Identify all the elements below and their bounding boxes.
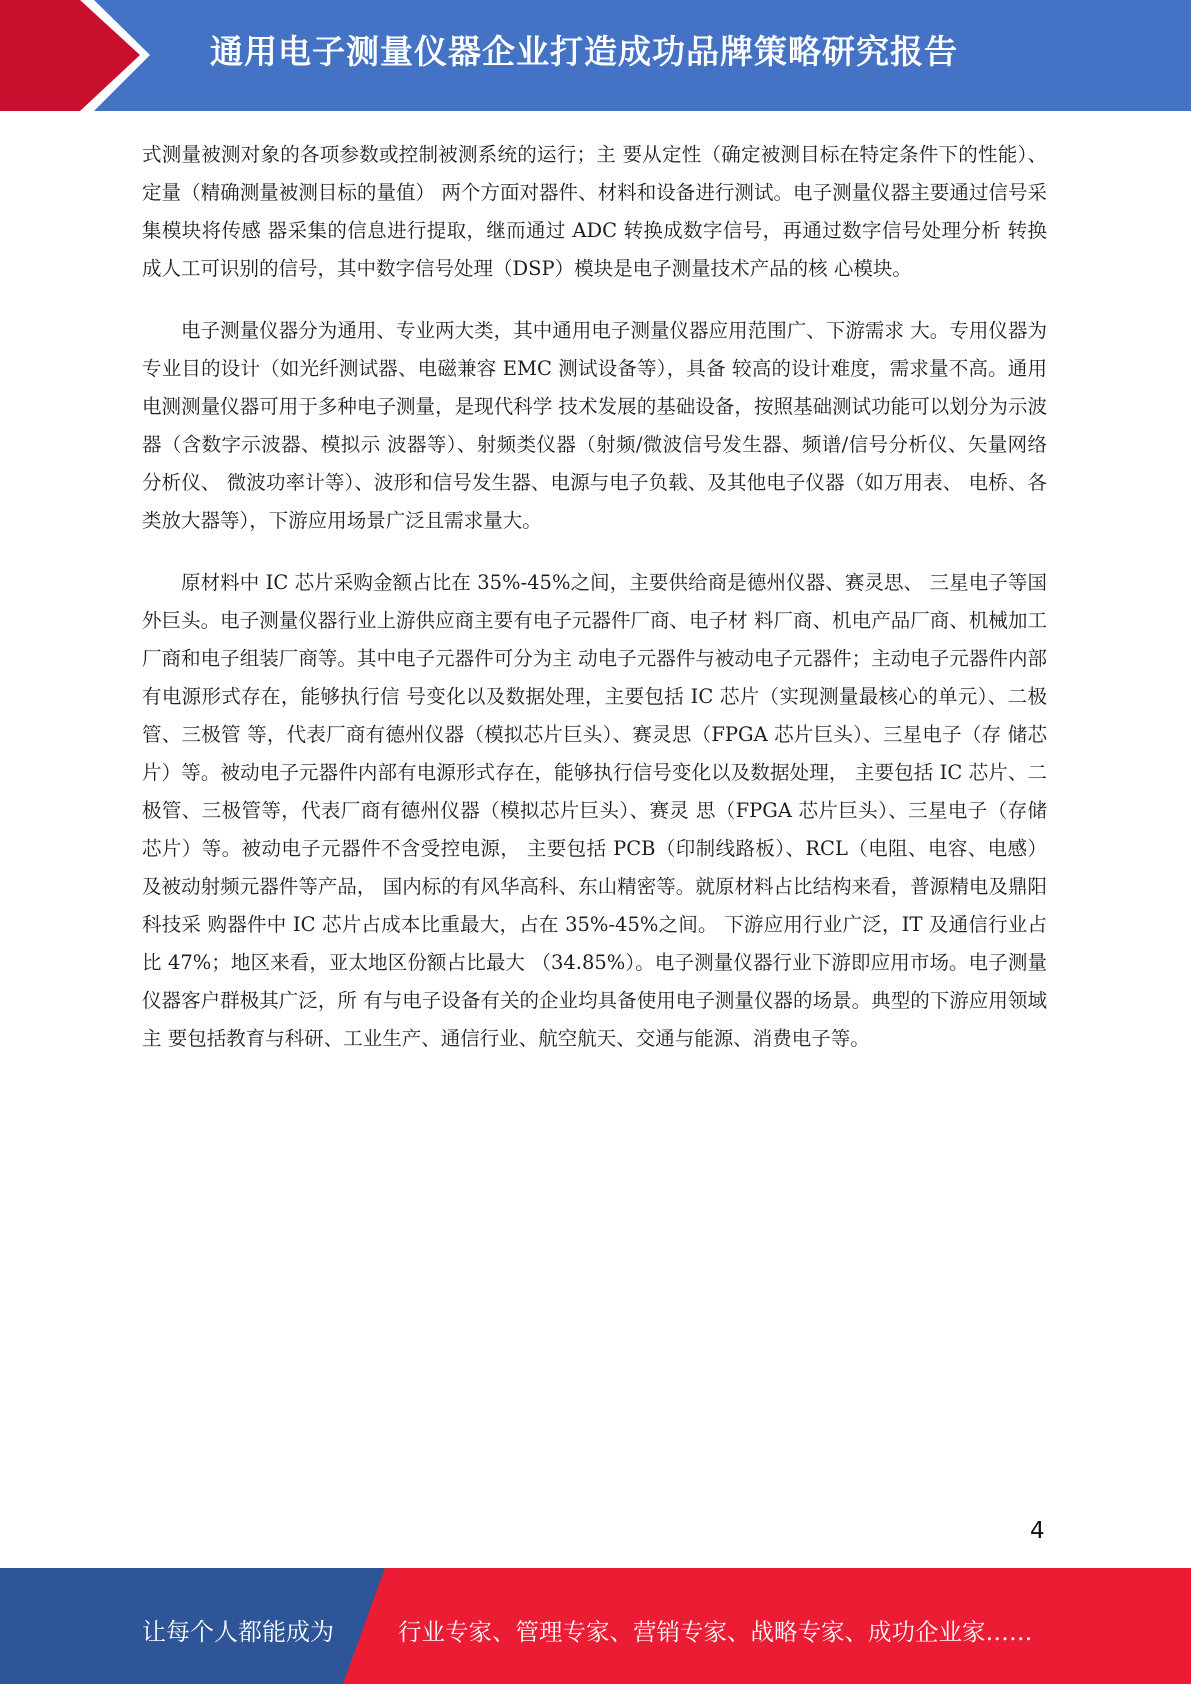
paragraph-3: 原材料中 IC 芯片采购金额占比在 35%-45%之间，主要供给商是德州仪器、赛灵思、 三星电子等国外巨头。电子测量仪器行业上游供应商主要有电子元器件厂商、电子材 料厂商、机电产品厂商、机械加工厂商和电子组装厂商等。其中电子元器件可分为主 动电子元器件与被动电子元器件；主动电子元器件内部有电源形式存在，能够执行信 号变化以及数据处理，主要包括 IC 芯片（实现测量最核心的单元）、二极管、三极管 等，代表厂商有德州仪器（模拟芯片巨头）、赛灵思（FPGA 芯片巨头）、三星电子（存 储芯片）等。被动电子元器件内部有电源形式存在，能够执行信号变化以及数据处理， 主要包括 IC 芯片、二极管、三极管等，代表厂商有德州仪器（模拟芯片巨头）、赛灵 思（FPGA 芯片巨头）、三星电子（存储芯片）等。被动电子元器件不含受控电源， 主要包括 PCB（印制线路板）、RCL（电阻、电容、电感）及被动射频元器件等产品， 国内标的有风华高科、东山精密等。就原材料占比结构来看，普源精电及鼎阳科技采 购器件中 IC 芯片占成本比重最大，占在 35%-45%之间。 下游应用行业广泛，IT 及通信行业占比 47%；地区来看，亚太地区份额占比最大 （34.85%）。电子测量仪器行业下游即应用市场。电子测量仪器客户群极其广泛，所 有与电子设备有关的企业均具备使用电子测量仪器的场景。典型的下游应用领域主 要包括教育与科研、工业生产、通信行业、航空航天、交通与能源、消费电子等。 xyxy=(142,571,1047,1050)
document-title: 通用电子测量仪器企业打造成功品牌策略研究报告 xyxy=(210,32,958,71)
paragraph-2: 电子测量仪器分为通用、专业两大类，其中通用电子测量仪器应用范围广、下游需求 大。专用仪器为专业目的设计（如光纤测试器、电磁兼容 EMC 测试设备等），具备 较高的设计难度，需求量不高。通用电测测量仪器可用于多种电子测量，是现代科学 技术发展的基础设备，按照基础测试功能可以划分为示波器（含数字示波器、模拟示 波器等）、射频类仪器（射频/微波信号发生器、频谱/信号分析仪、矢量网络分析仪、 微波功率计等）、波形和信号发生器、电源与电子负载、及其他电子仪器（如万用表、 电桥、各类放大器等），下游应用场景广泛且需求量大。 xyxy=(142,319,1047,532)
paragraph-1: 式测量被测对象的各项参数或控制被测系统的运行；主 要从定性（确定被测目标在特定条件下的性能）、定量（精确测量被测目标的量值） 两个方面对器件、材料和设备进行测试。电子测量仪器主要通过信号采集模块将传感 器采集的信息进行提取，继而通过 ADC 转换成数字信号，再通过数字信号处理分析 转换成人工可识别的信号，其中数字信号处理（DSP）模块是电子测量技术产品的核 心模块。 xyxy=(142,143,1047,280)
page-footer xyxy=(0,1568,1191,1684)
footer-slogan-right: 行业专家、管理专家、营销专家、战略专家、成功企业家…… xyxy=(398,1618,1033,1646)
footer-slogan-left: 让每个人都能成为 xyxy=(142,1618,334,1646)
body-content xyxy=(142,136,1047,1082)
page-number: 4 xyxy=(1030,1518,1045,1544)
page-header xyxy=(0,0,1191,111)
